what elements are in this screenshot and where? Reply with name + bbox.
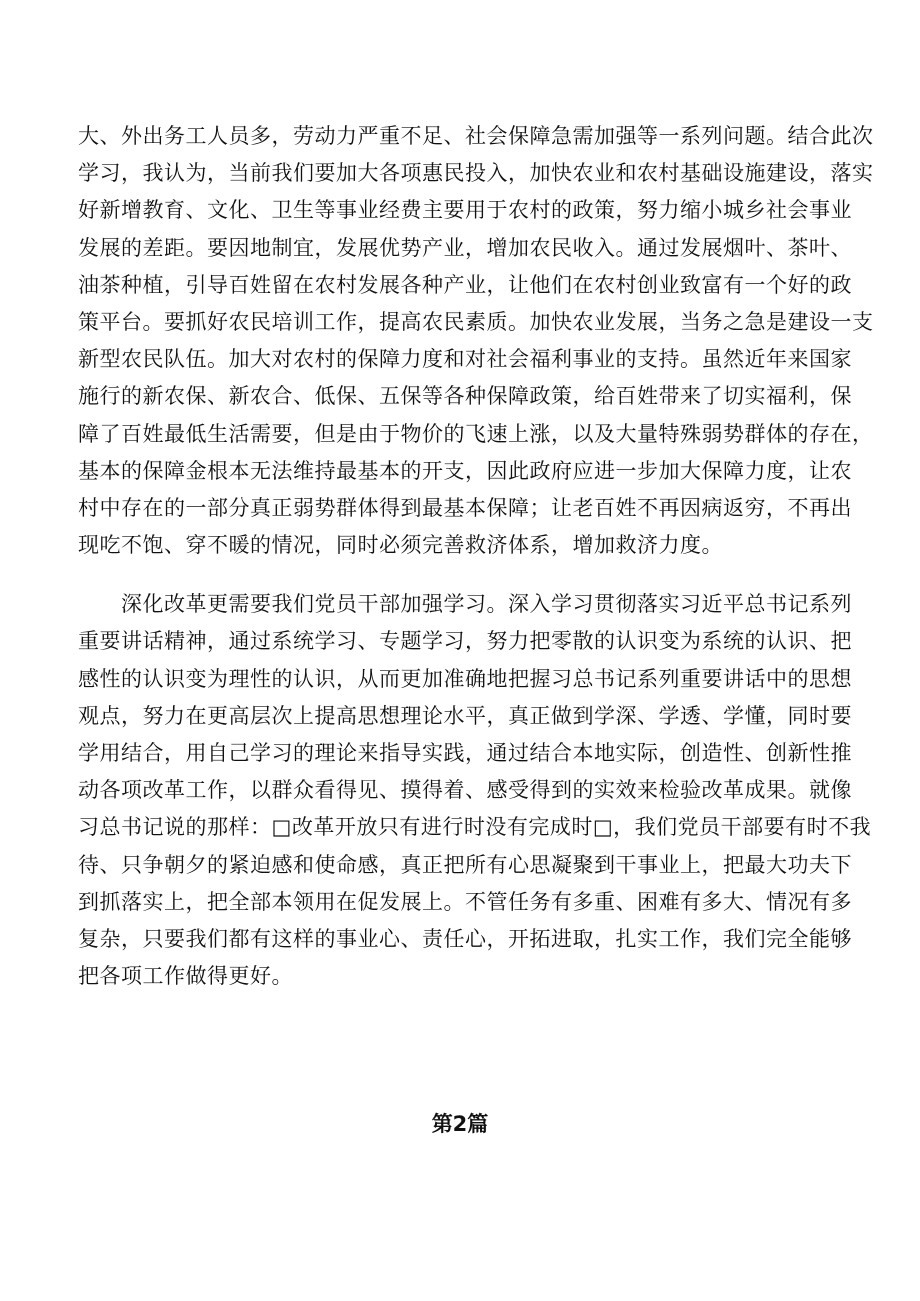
- text-line: 观点，努力在更高层次上提高思想理论水平，真正做到学深、学透、学懂，同时要: [78, 703, 852, 728]
- section-heading: 第2篇: [431, 1112, 489, 1136]
- text-line: 现吃不饱、穿不暖的情况，同时必须完善救济体系，增加救济力度。: [78, 533, 723, 558]
- paragraph-2: [78, 586, 872, 995]
- text-line: 深化改革更需要我们党员干部加强学习。深入学习贯彻落实习近平总书记系列: [78, 592, 852, 617]
- text-line: 到抓落实上，把全部本领用在促发展上。不管任务有多重、困难有多大、情况有多: [78, 889, 852, 914]
- text-line: 油茶种植，引导百姓留在农村发展各种产业，让他们在农村创业致富有一个好的政: [78, 272, 852, 297]
- paragraph-1: [78, 118, 874, 564]
- text-line: 发展的差距。要因地制宜，发展优势产业，增加农民收入。通过发展烟叶、茶叶、: [78, 235, 852, 260]
- text-line: 把各项工作做得更好。: [78, 964, 293, 989]
- text-line: 学习，我认为，当前我们要加大各项惠民投入，加快农业和农村基础设施建设，落实: [78, 161, 874, 186]
- text-line: 学用结合，用自己学习的理论来指导实践，通过结合本地实际，创造性、创新性推: [78, 741, 852, 765]
- text-line: 感性的认识变为理性的认识，从而更加准确地把握习总书记系列重要讲话中的思想: [78, 666, 852, 691]
- text-line: 动各项改革工作，以群众看得见、摸得着、感受得到的实效来检验改革成果。就像: [78, 778, 852, 803]
- document-body: [78, 118, 874, 995]
- text-line: 待、只争朝夕的紧迫感和使命感，真正把所有心思凝聚到干事业上，把最大功夫下: [78, 852, 852, 877]
- text-line: 基本的保障金根本无法维持最基本的开支，因此政府应进一步加大保障力度，让农: [78, 458, 852, 483]
- text-line: 新型农民队伍。加大对农村的保障力度和对社会福利事业的支持。虽然近年来国家: [78, 347, 852, 372]
- text-line: 习总书记说的那样：□改革开放只有进行时没有完成时□，我们党员干部要有时不我: [78, 815, 872, 840]
- text-line: 重要讲话精神，通过系统学习、专题学习，努力把零散的认识变为系统的认识、把: [78, 629, 852, 654]
- text-line: 施行的新农保、新农合、低保、五保等各种保障政策，给百姓带来了切实福利，保: [78, 384, 852, 409]
- text-line: 村中存在的一部分真正弱势群体得到最基本保障；让老百姓不再因病返穷，不再出: [78, 495, 852, 520]
- text-line: 复杂，只要我们都有这样的事业心、责任心，开拓进取，扎实工作，我们完全能够: [78, 926, 852, 951]
- text-line: 障了百姓最低生活需要，但是由于物价的飞速上涨，以及大量特殊弱势群体的存在，: [78, 421, 874, 446]
- text-line: 策平台。要抓好农民培训工作，提高农民素质。加快农业发展，当务之急是建设一支: [78, 309, 874, 334]
- text-line: 好新增教育、文化、卫生等事业经费主要用于农村的政策，努力缩小城乡社会事业: [78, 198, 852, 223]
- text-line: 大、外出务工人员多，劳动力严重不足、社会保障急需加强等一系列问题。结合此次: [78, 124, 874, 148]
